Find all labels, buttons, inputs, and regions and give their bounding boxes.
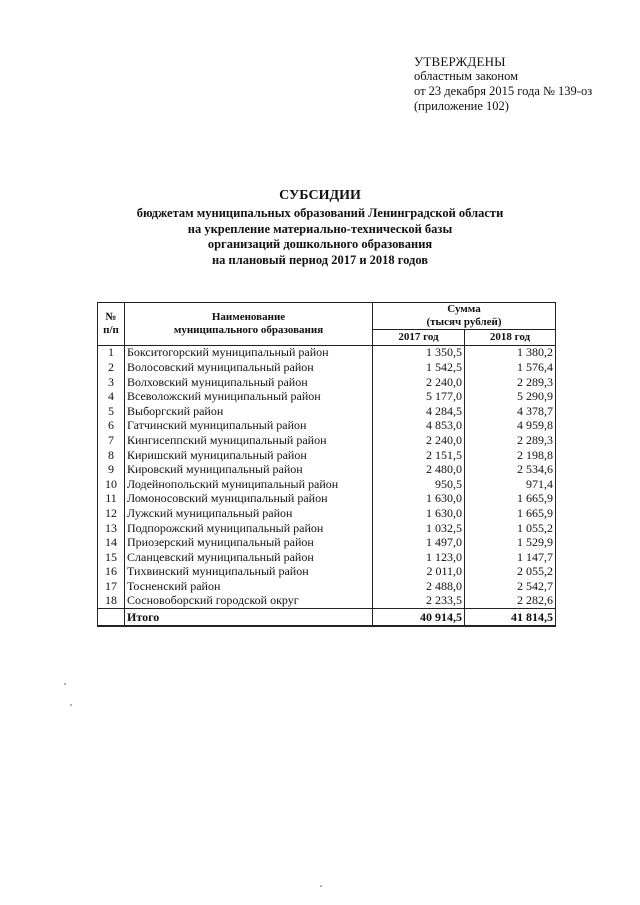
table-row: [98, 433, 556, 448]
row-municipality: Сланцевский муниципальный район: [125, 550, 373, 565]
row-municipality: Лужский муниципальный район: [125, 506, 373, 521]
header-num: [98, 303, 125, 346]
row-value-2018: 2 534,6: [465, 462, 556, 477]
row-number: 6: [98, 419, 125, 434]
row-number: 4: [98, 389, 125, 404]
row-value-2017: 1 630,0: [373, 506, 465, 521]
row-value-2017: 1 542,5: [373, 360, 465, 375]
header-num-symbol: №: [105, 310, 117, 323]
total-2018: 41 814,5: [465, 609, 556, 627]
table-row: [98, 579, 556, 594]
scan-speck: [320, 885, 322, 887]
row-number: 2: [98, 360, 125, 375]
row-number: 8: [98, 448, 125, 463]
table-row: [98, 492, 556, 507]
total-row: [98, 609, 556, 627]
row-value-2017: 2 233,5: [373, 594, 465, 609]
title-line: организаций дошкольного образования: [207, 237, 433, 251]
table-row: [98, 535, 556, 550]
table-row: [98, 594, 556, 609]
row-value-2018: 1 380,2: [465, 345, 556, 360]
row-number: 18: [98, 594, 125, 609]
row-number: 11: [98, 492, 125, 507]
header-num-abbr: п/п: [103, 323, 119, 336]
row-value-2017: 1 123,0: [373, 550, 465, 565]
row-number: 1: [98, 345, 125, 360]
row-municipality: Волосовский муниципальный район: [125, 360, 373, 375]
row-number: 3: [98, 375, 125, 390]
table-row: [98, 360, 556, 375]
row-municipality: Тосненский район: [125, 579, 373, 594]
total-label: Итого: [125, 609, 373, 627]
header-sum-line2: (тысяч рублей): [426, 316, 502, 328]
title-line: на укрепление материально-технической базы: [187, 221, 453, 236]
title-main: СУБСИДИИ: [279, 188, 361, 203]
table-row: [98, 389, 556, 404]
row-value-2018: 2 055,2: [465, 565, 556, 580]
row-value-2017: 1 032,5: [373, 521, 465, 536]
row-value-2018: 1 055,2: [465, 521, 556, 536]
row-value-2017: 5 177,0: [373, 389, 465, 404]
row-municipality: Приозерский муниципальный район: [125, 535, 373, 550]
row-value-2017: 1 497,0: [373, 535, 465, 550]
row-municipality: Тихвинский муниципальный район: [125, 565, 373, 580]
row-value-2017: 2 488,0: [373, 579, 465, 594]
row-value-2018: 1 665,9: [465, 506, 556, 521]
table-row: [98, 404, 556, 419]
row-number: 10: [98, 477, 125, 492]
row-municipality: Бокситогорский муниципальный район: [125, 345, 373, 360]
approval-appendix: (приложение 102): [414, 99, 509, 113]
table-row: [98, 375, 556, 390]
approval-stamp: [414, 54, 592, 114]
table-row: [98, 506, 556, 521]
row-value-2018: 4 959,8: [465, 419, 556, 434]
row-value-2017: 2 151,5: [373, 448, 465, 463]
row-municipality: Киришский муниципальный район: [125, 448, 373, 463]
row-municipality: Гатчинский муниципальный район: [125, 419, 373, 434]
total-2017: 40 914,5: [373, 609, 465, 627]
row-municipality: Выборгский район: [125, 404, 373, 419]
header-name-line2: муниципального образования: [173, 323, 324, 336]
scan-speck: [64, 683, 66, 685]
row-municipality: Подпорожский муниципальный район: [125, 521, 373, 536]
row-value-2017: 4 284,5: [373, 404, 465, 419]
row-municipality: Сосновоборский городской округ: [125, 594, 373, 609]
row-municipality: Ломоносовский муниципальный район: [125, 492, 373, 507]
row-municipality: Всеволожский муниципальный район: [125, 389, 373, 404]
row-value-2017: 4 853,0: [373, 419, 465, 434]
row-number: 9: [98, 462, 125, 477]
row-value-2018: 2 542,7: [465, 579, 556, 594]
header-name: [125, 303, 373, 346]
document-title: [0, 188, 640, 268]
row-number: 17: [98, 579, 125, 594]
row-number: 14: [98, 535, 125, 550]
header-year-2018: 2018 год: [465, 330, 556, 346]
table-row: [98, 477, 556, 492]
row-number: 7: [98, 433, 125, 448]
title-line: бюджетам муниципальных образований Ленинградской области: [136, 206, 504, 220]
row-value-2018: 1 665,9: [465, 492, 556, 507]
table-row: [98, 521, 556, 536]
row-value-2017: 2 240,0: [373, 375, 465, 390]
total-num: [98, 609, 125, 627]
row-number: 5: [98, 404, 125, 419]
row-number: 12: [98, 506, 125, 521]
approval-date: от 23 декабря 2015 года № 139-оз: [414, 84, 593, 98]
approval-heading: УТВЕРЖДЕНЫ: [414, 54, 506, 69]
row-value-2018: 1 529,9: [465, 535, 556, 550]
table-row: [98, 448, 556, 463]
row-value-2017: 2 480,0: [373, 462, 465, 477]
table-row: [98, 345, 556, 360]
table-row: [98, 565, 556, 580]
header-name-line1: Наименование: [211, 310, 286, 323]
row-value-2018: 1 147,7: [465, 550, 556, 565]
row-municipality: Кингисеппский муниципальный район: [125, 433, 373, 448]
row-value-2018: 2 282,6: [465, 594, 556, 609]
row-value-2017: 950,5: [373, 477, 465, 492]
row-value-2018: 2 289,3: [465, 375, 556, 390]
row-municipality: Волховский муниципальный район: [125, 375, 373, 390]
row-number: 15: [98, 550, 125, 565]
row-value-2017: 2 240,0: [373, 433, 465, 448]
row-value-2017: 2 011,0: [373, 565, 465, 580]
row-value-2018: 1 576,4: [465, 360, 556, 375]
row-municipality: Лодейнопольский муниципальный район: [125, 477, 373, 492]
subsidies-table: [97, 302, 556, 627]
scan-speck: [70, 704, 72, 706]
header-sum: [373, 303, 556, 330]
table-row: [98, 419, 556, 434]
row-municipality: Кировский муниципальный район: [125, 462, 373, 477]
row-value-2018: 5 290,9: [465, 389, 556, 404]
header-year-2017: 2017 год: [373, 330, 465, 346]
header-sum-line1: Сумма: [447, 303, 481, 315]
row-value-2018: 2 289,3: [465, 433, 556, 448]
row-value-2017: 1 630,0: [373, 492, 465, 507]
row-value-2018: 971,4: [465, 477, 556, 492]
approval-law: областным законом: [414, 69, 519, 83]
row-value-2018: 2 198,8: [465, 448, 556, 463]
row-value-2017: 1 350,5: [373, 345, 465, 360]
table-row: [98, 550, 556, 565]
table-row: [98, 462, 556, 477]
row-number: 13: [98, 521, 125, 536]
title-line: на плановый период 2017 и 2018 годов: [211, 252, 429, 267]
row-number: 16: [98, 565, 125, 580]
row-value-2018: 4 378,7: [465, 404, 556, 419]
